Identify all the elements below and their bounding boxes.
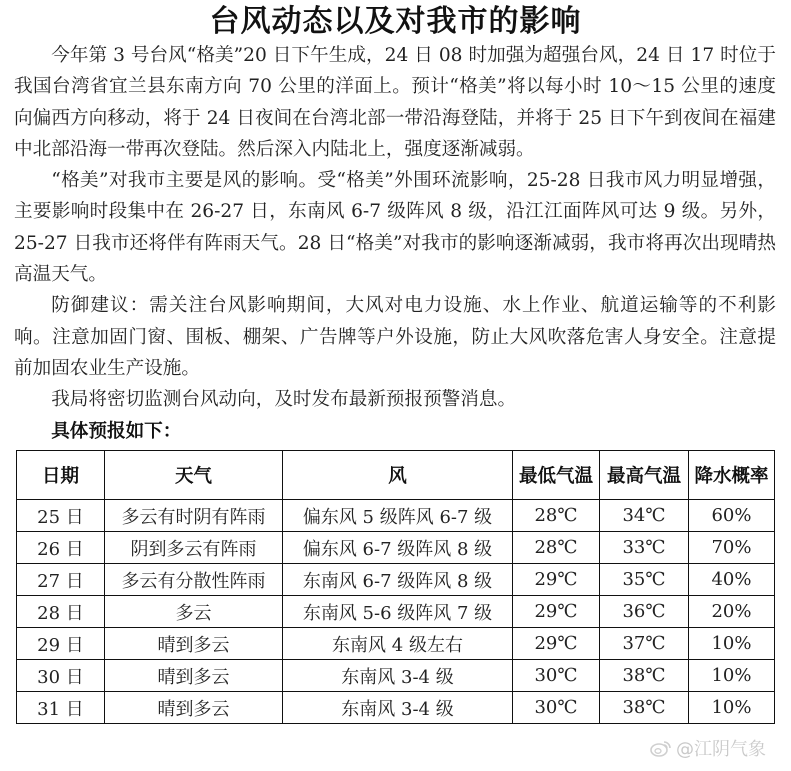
cell-date: 31 日 bbox=[17, 692, 105, 724]
cell-min-temp: 30℃ bbox=[513, 660, 600, 692]
cell-weather: 多云有分散性阵雨 bbox=[105, 564, 283, 596]
header-precip-prob: 降水概率 bbox=[689, 451, 775, 500]
cell-min-temp: 30℃ bbox=[513, 692, 600, 724]
cell-weather: 晴到多云 bbox=[105, 628, 283, 660]
cell-weather: 多云有时阴有阵雨 bbox=[105, 500, 283, 532]
cell-max-temp: 37℃ bbox=[600, 628, 689, 660]
watermark-text: @江阴气象 bbox=[676, 739, 766, 760]
cell-precip-prob: 10% bbox=[689, 660, 775, 692]
cell-min-temp: 29℃ bbox=[513, 564, 600, 596]
cell-weather: 阴到多云有阵雨 bbox=[105, 532, 283, 564]
paragraph-defense-advice: 防御建议：需关注台风影响期间，大风对电力设施、水上作业、航道运输等的不利影响。注意加固门窗、围板、棚架、广告牌等户外设施，防止大风吹落危害人身安全。注意提前加固农业生产设施。 bbox=[14, 295, 776, 379]
header-wind: 风 bbox=[283, 451, 513, 500]
cell-precip-prob: 10% bbox=[689, 628, 775, 660]
table-row bbox=[17, 500, 775, 532]
cell-weather: 晴到多云 bbox=[105, 660, 283, 692]
cell-max-temp: 35℃ bbox=[600, 564, 689, 596]
paragraph-local-impact: “格美”对我市主要是风的影响。受“格美”外围环流影响，25-28 日我市风力明显增强，主要影响时段集中在 26-27 日，东南风 6-7 级阵风 8 级，沿江江面阵风可达 9 级。另外，25-27 日我市还将伴有阵雨天气。28 日“格美”对我市的影响逐渐减弱，我市将再次出现晴热高温天气。 bbox=[14, 170, 776, 286]
cell-date: 30 日 bbox=[17, 660, 105, 692]
paragraph-typhoon-status: 今年第 3 号台风“格美”20 日下午生成，24 日 08 时加强为超强台风，24 日 17 时位于我国台湾省宜兰县东南方向 70 公里的洋面上。预计“格美”将以每小时 10～15 公里的速度向偏西方向移动，将于 24 日夜间在台湾北部一带沿海登陆，并将于 25 日下午到夜间在福建中北部沿海一带再次登陆。然后深入内陆北上，强度逐渐减弱。 bbox=[14, 45, 776, 160]
cell-date: 25 日 bbox=[17, 500, 105, 532]
forecast-label: 具体预报如下： bbox=[51, 420, 182, 442]
cell-weather: 多云 bbox=[105, 596, 283, 628]
table-header-row bbox=[17, 451, 775, 500]
cell-date: 28 日 bbox=[17, 596, 105, 628]
cell-date: 27 日 bbox=[17, 564, 105, 596]
cell-min-temp: 29℃ bbox=[513, 596, 600, 628]
table-row bbox=[17, 692, 775, 724]
cell-precip-prob: 60% bbox=[689, 500, 775, 532]
cell-weather: 晴到多云 bbox=[105, 692, 283, 724]
table-row bbox=[17, 564, 775, 596]
cell-precip-prob: 20% bbox=[689, 596, 775, 628]
document-body bbox=[14, 40, 776, 447]
document-title: 台风动态以及对我市的影响 bbox=[209, 4, 582, 39]
header-date: 日期 bbox=[17, 451, 105, 500]
table-row bbox=[17, 628, 775, 660]
cell-wind: 偏东风 6-7 级阵风 8 级 bbox=[283, 532, 513, 564]
cell-max-temp: 34℃ bbox=[600, 500, 689, 532]
cell-wind: 东南风 3-4 级 bbox=[283, 692, 513, 724]
table-row bbox=[17, 660, 775, 692]
header-max-temp: 最高气温 bbox=[600, 451, 689, 500]
cell-wind: 偏东风 5 级阵风 6-7 级 bbox=[283, 500, 513, 532]
cell-max-temp: 38℃ bbox=[600, 692, 689, 724]
weibo-icon bbox=[650, 739, 672, 757]
cell-date: 26 日 bbox=[17, 532, 105, 564]
header-min-temp: 最低气温 bbox=[513, 451, 600, 500]
cell-precip-prob: 40% bbox=[689, 564, 775, 596]
cell-date: 29 日 bbox=[17, 628, 105, 660]
cell-wind: 东南风 3-4 级 bbox=[283, 660, 513, 692]
forecast-table bbox=[16, 450, 775, 724]
cell-min-temp: 28℃ bbox=[513, 532, 600, 564]
weibo-watermark bbox=[650, 735, 766, 761]
cell-wind: 东南风 4 级左右 bbox=[283, 628, 513, 660]
cell-min-temp: 28℃ bbox=[513, 500, 600, 532]
table-row bbox=[17, 596, 775, 628]
cell-wind: 东南风 6-7 级阵风 8 级 bbox=[283, 564, 513, 596]
cell-wind: 东南风 5-6 级阵风 7 级 bbox=[283, 596, 513, 628]
cell-max-temp: 38℃ bbox=[600, 660, 689, 692]
cell-min-temp: 29℃ bbox=[513, 628, 600, 660]
table-row bbox=[17, 532, 775, 564]
cell-precip-prob: 70% bbox=[689, 532, 775, 564]
cell-max-temp: 33℃ bbox=[600, 532, 689, 564]
header-weather: 天气 bbox=[105, 451, 283, 500]
paragraph-monitoring-notice: 我局将密切监测台风动向，及时发布最新预报预警消息。 bbox=[51, 389, 517, 411]
cell-max-temp: 36℃ bbox=[600, 596, 689, 628]
cell-precip-prob: 10% bbox=[689, 692, 775, 724]
